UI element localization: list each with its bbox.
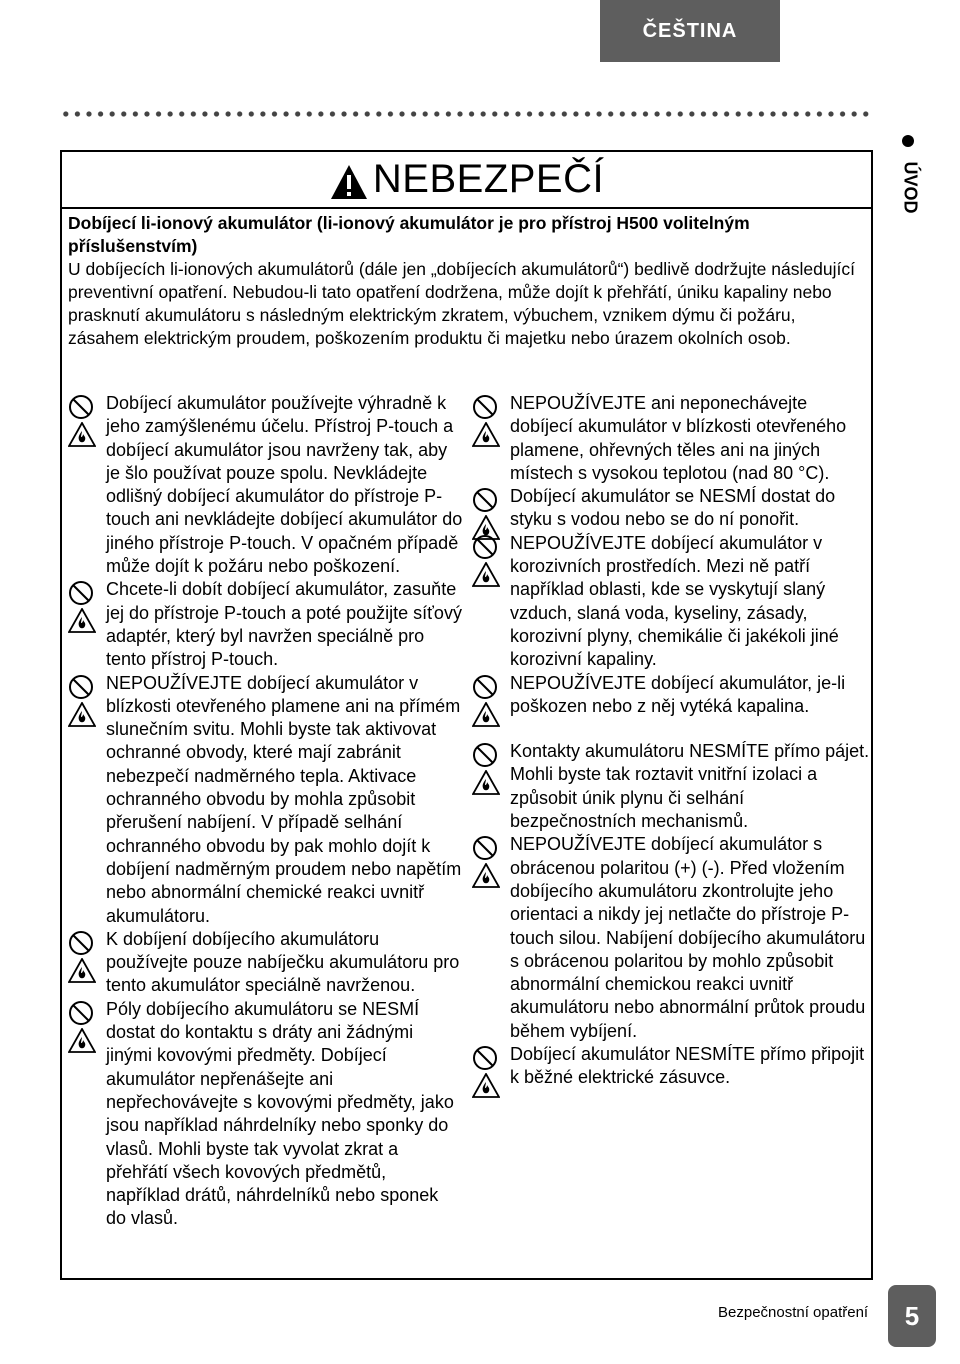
- dotted-divider: [60, 110, 870, 118]
- fire-warning-icon: [472, 863, 500, 888]
- warning-item: [68, 672, 463, 928]
- prohibition-icon: [68, 930, 94, 956]
- danger-box: [60, 150, 873, 1280]
- fire-warning-icon: [68, 608, 96, 633]
- warning-text: Dobíjecí akumulátor se NESMÍ dostat do styku s vodou nebo se do ní ponořit.: [510, 486, 836, 530]
- fire-warning-icon: [472, 770, 500, 795]
- intro-heading: Dobíjecí li-ionový akumulátor (li-ionový akumulátor je pro přístroj H500 volitelným příslušenstvím): [68, 213, 750, 256]
- warning-item: [472, 833, 872, 1043]
- warning-text: Dobíjecí akumulátor NESMÍTE přímo připojit k běžné elektrické zásuvce.: [510, 1044, 865, 1088]
- section-side-label: [890, 135, 930, 214]
- fire-warning-icon: [68, 422, 96, 447]
- warning-text: NEPOUŽÍVEJTE ani neponechávejte dobíjecí akumulátor v blízkosti otevřeného plamene, ohřevných těles ani na jiných místech s vysokou teplotou (nad 80 °C).: [510, 393, 847, 483]
- fire-warning-icon: [68, 702, 96, 727]
- item-icons: [472, 392, 504, 447]
- item-icons: [472, 833, 504, 888]
- danger-title-row: [62, 152, 871, 209]
- warning-item: [472, 740, 872, 833]
- item-icons: [472, 1043, 504, 1098]
- item-icons: [472, 740, 504, 795]
- warning-item: [472, 392, 872, 485]
- language-tab: [600, 0, 780, 62]
- prohibition-icon: [472, 394, 498, 420]
- warning-item: [472, 532, 872, 672]
- page-title: NEBEZPEČÍ: [372, 157, 605, 201]
- prohibition-icon: [472, 674, 498, 700]
- warning-text: NEPOUŽÍVEJTE dobíjecí akumulátor v korozivních prostředích. Mezi ně patří například oblasti, kde se vyskytují slaný vzduch, slaná voda, kyseliny, zásady, korozivní plyny, chemikálie či jakékoli jiné korozivní kapaliny.: [510, 532, 839, 670]
- warning-item: [472, 672, 872, 719]
- prohibition-icon: [68, 580, 94, 606]
- warning-item: [472, 1043, 872, 1090]
- prohibition-icon: [68, 394, 94, 420]
- item-icons: [68, 392, 100, 447]
- warning-text: NEPOUŽÍVEJTE dobíjecí akumulátor v blízkosti otevřeného plamene ani na přímém slunečním svitu. Mohli byste tak aktivovat ochranné obvody, které mají zabránit nebezpečí nadměrného tepla. Aktivace ochranného obvodu by mohla způsobit přerušení nabíjení. V případě selhání ochranného obvodu by pak mohlo dojít k dobíjení nadměrným proudem nebo napětím nebo abnormální chemické reakci uvnitř akumulátoru.: [106, 672, 462, 926]
- warning-item: [472, 485, 872, 532]
- prohibition-icon: [68, 1000, 94, 1026]
- item-icons: [68, 928, 100, 983]
- prohibition-icon: [68, 674, 94, 700]
- bullet-dot-icon: [902, 135, 914, 147]
- item-icons: [472, 672, 504, 727]
- prohibition-icon: [472, 742, 498, 768]
- fire-warning-icon: [472, 422, 500, 447]
- warning-text: Póly dobíjecího akumulátoru se NESMÍ dostat do kontaktu s dráty ani žádnými jinými kovovými předměty. Dobíjecí akumulátor nepřenášejte ani nepřechovávejte s kovovými předměty, jako jsou například náhrdelníky nebo sponky do vlasů. Mohli byste tak vyvolat zkrat a přehřátí všech kovových předmětů, například drátů, náhrdelníků nebo sponek do vlasů.: [106, 998, 454, 1229]
- footer-section-title: Bezpečnostní opatření: [718, 1304, 869, 1321]
- language-label: ČEŠTINA: [642, 19, 738, 42]
- prohibition-icon: [472, 534, 498, 560]
- intro-body: U dobíjecích li-ionových akumulátorů (dále jen „dobíjecích akumulátorů“) bedlivě dodržujte následující preventivní opatření. Nebudou-li tato opatření dodržena, může dojít k přehřátí, úniku kapaliny nebo prasknutí akumulátoru s následným elektrickým zkratem, výbuchem, vznikem dýmu či požáru, zásahem elektrickým proudem, poškozením produktu či majetku nebo úrazem okolních osob.: [68, 259, 855, 348]
- item-icons: [68, 672, 100, 727]
- warning-item: [68, 392, 463, 578]
- prohibition-icon: [472, 835, 498, 861]
- page-number: 5: [904, 1300, 920, 1331]
- fire-warning-icon: [472, 702, 500, 727]
- item-icons: [472, 532, 504, 587]
- warning-item: [68, 928, 463, 998]
- warning-text: K dobíjení dobíjecího akumulátoru používejte pouze nabíječku akumulátoru pro tento akumulátor speciálně navrženou.: [106, 928, 460, 996]
- warning-item: [68, 998, 463, 1231]
- warning-text: NEPOUŽÍVEJTE dobíjecí akumulátor, je-li poškozen nebo z něj vytéká kapalina.: [510, 672, 846, 716]
- page-number-tab: [888, 1285, 936, 1347]
- prohibition-icon: [472, 1045, 498, 1071]
- fire-warning-icon: [68, 958, 96, 983]
- item-icons: [68, 998, 100, 1053]
- fire-warning-icon: [68, 1028, 96, 1053]
- warning-item: [68, 578, 463, 671]
- intro-paragraph: [68, 212, 868, 350]
- danger-warning-icon: [329, 163, 369, 201]
- warning-text: Kontakty akumulátoru NESMÍTE přímo pájet. Mohli byste tak roztavit vnitřní izolaci a způsobit únik plynu či selhání bezpečnostních mechanismů.: [510, 741, 870, 832]
- warning-text: Chcete-li dobít dobíjecí akumulátor, zasuňte jej do přístroje P-touch a poté použijte síťový adaptér, který byl navržen speciálně pro tento přístroj P-touch.: [106, 579, 462, 670]
- fire-warning-icon: [472, 562, 500, 587]
- right-column: [472, 392, 872, 1090]
- warning-text: Dobíjecí akumulátor používejte výhradně k jeho zamýšlenému účelu. Přístroj P-touch a dobíjecí akumulátor jsou navrženy tak, aby je šlo používat pouze spolu. Nevkládejte odlišný dobíjecí akumulátor do přístroje P-touch ani nevkládejte dobíjecí akumulátor do jiného přístroje P-touch. V opačném případě může dojít k požáru nebo poškození.: [106, 393, 463, 577]
- prohibition-icon: [472, 487, 498, 513]
- left-column: [68, 392, 463, 1231]
- section-label: ÚVOD: [900, 161, 921, 214]
- item-icons: [68, 578, 100, 633]
- warning-text: NEPOUŽÍVEJTE dobíjecí akumulátor s obrácenou polaritou (+) (-). Před vložením dobíjecího akumulátoru zkontrolujte jeho orientaci a nikdy jej netlačte do přístroje P-touch silou. Nabíjení dobíjecího akumulátoru s obrácenou polaritou by mohlo způsobit abnormální chemickou reakci uvnitř akumulátoru nebo abnormální průtok proudu během vybíjení.: [510, 834, 866, 1041]
- fire-warning-icon: [472, 1073, 500, 1098]
